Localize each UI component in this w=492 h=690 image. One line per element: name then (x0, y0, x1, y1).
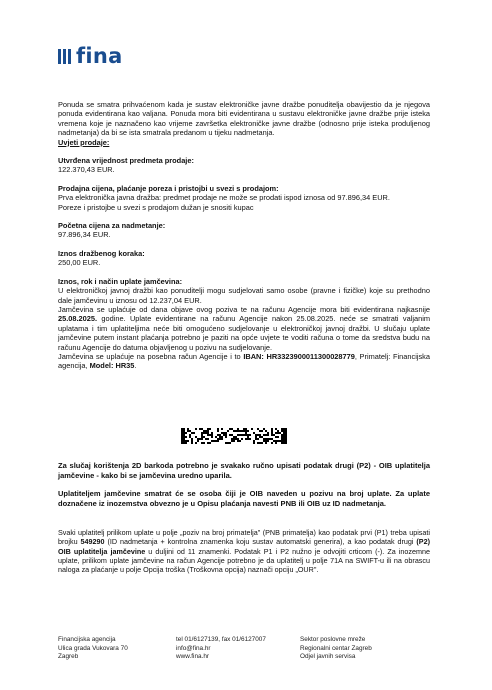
footer-dept: Odjel javnih servisa (300, 653, 356, 661)
value-section (58, 156, 430, 175)
footer-phone: tel 01/6127139, fax 01/6127007 (176, 636, 266, 643)
increment-text: 250,00 EUR. (58, 258, 101, 268)
deposit-iban-paragraph (58, 352, 430, 371)
value-label: Utvrđena vrijednost predmeta prodaje: (58, 156, 194, 166)
fina-logo (58, 44, 123, 68)
start-price-label: Početna cijena za nadmetanje: (58, 221, 166, 231)
instructions-text-c: u duljini od 11 znamenki. Podatak P1 i P2 nužno je odvojiti crticom (-). Za inozemne uplate, prilikom uplate jamčevine na račun Agencije potrebno je da uplatitelj u polje 71A na SWIFT-u ili na obrascu naloga za plaćanje u polje Opcija troška (Troškovna opcija) naznači opciju „OUR". (58, 546, 430, 575)
barcode-note: Za slučaj korištenja 2D barkoda potrebno je svakako ručno upisati podatak drugi (P2) - OIB uplatitelja jamčevine - kako bi se jamčevina uredno uparila. (58, 461, 430, 480)
deposit-text: U elektroničkoj javnoj dražbi kao ponuditelji mogu sudjelovati samo osobe (pravne i fizičke) koje su prethodno dale jamčevinu u iznosu od 12.237,04 EUR. (58, 286, 430, 305)
deposit-section (58, 277, 430, 371)
deposit-label: Iznos, rok i način uplate jamčevina: (58, 276, 183, 286)
price-tax-label: Prodajna cijena, plaćanje poreza i pristojbi u svezi s prodajom: (58, 183, 279, 193)
start-price-section (58, 221, 430, 240)
footer-org: Financijska agencija (58, 636, 116, 643)
deposit-deadline-text-a: Jamčevina se uplaćuje od dana objave ovog poziva te na računu Agencije mora biti evidentirana najkasnije (58, 304, 430, 314)
instructions-text-b: (ID nadmetanja + kontrolna znamenka koju sustav automatski generira), a kao podatak drugi (104, 537, 417, 547)
footer-center: Regionalni centar Zagreb (300, 644, 372, 652)
intro-paragraph: Ponuda se smatra prihvaćenom kada je sustav elektroničke javne dražbe ponuditelja obavijestio da je njegova ponuda evidentirana kao valjana. Ponuda mora biti evidentirana u sustavu elektroničke javne dražbe prije isteka vremena koje je naznačeno kao vrijeme završetka elektroničke javne dražbe (odnosno prije isteka produljenog nadmetanja) da bi se ista smatrala predanom u tijeku nadmetanja. (58, 100, 430, 138)
2d-barcode-icon (181, 428, 287, 444)
instructions-p2: (P2) OIB uplatitelja jamčevine (58, 537, 430, 556)
deposit-iban-text-c: . (134, 361, 137, 371)
increment-label: Iznos dražbenog koraka: (58, 248, 145, 258)
fina-logo-bars-icon (58, 49, 71, 64)
footer-email-link[interactable]: info@fina.hr (176, 644, 211, 652)
start-price-text: 97.896,34 EUR. (58, 230, 111, 240)
footer-address (58, 636, 128, 662)
footer-street: Ulica grada Vukovara 70 (58, 644, 128, 652)
footer-city: Zagreb (58, 653, 79, 661)
deposit-iban-text-b: , Primatelj: Financijska agencija, (58, 351, 430, 371)
instructions-auction-number: 549290 (80, 537, 105, 547)
deposit-deadline-paragraph (58, 305, 430, 352)
value-text: 122.370,43 EUR. (58, 165, 115, 175)
fina-logo-text: fina (76, 44, 123, 68)
price-tax-line1: Prva elektronička javna dražba: predmet prodaje ne može se prodati ispod iznosa od 97.896,34 EUR. (58, 193, 390, 203)
deposit-deadline-text-b: godine. Uplate evidentirane na računu Agencije nakon 25.08.2025. neće se smatrati valjanim uplatama i tim uplatiteljima neće biti omogućeno sudjelovanje u elektroničkoj javnoj dražbi. U slučaju uplate jamčevine putem instant plaćanja potrebno je paziti na opće uvjete te voditi računa o tome da sredstva budu na računu Agencije do datuma objavljenog u pozivu na sudjelovanje. (58, 314, 430, 352)
instructions-text-a: Svaki uplatitelj prilikom uplate u polje „poziv na broj primatelja" (PNB primatelja) kao podatak prvi (P1) treba upisati brojku (58, 528, 430, 547)
footer-department (300, 636, 372, 662)
document-body (58, 100, 430, 371)
price-tax-section (58, 184, 430, 212)
footer-contact (176, 636, 266, 662)
barcode-notes (58, 461, 430, 517)
deposit-deadline-date: 25.08.2025. (58, 314, 98, 324)
footer-website-link[interactable]: www.fina.hr (176, 653, 210, 661)
deposit-iban-text-a: Jamčevina se uplaćuje na posebna račun Agencije i to (58, 351, 244, 361)
footer-sector: Sektor poslovne mreže (300, 636, 366, 643)
conditions-title: Uvjeti prodaje: (58, 137, 110, 147)
price-tax-line2: Poreze i pristojbe u svezi s prodajom dužan je snositi kupac (58, 202, 254, 212)
deposit-iban: IBAN: HR3323900011300028779 (243, 351, 355, 361)
deposit-model: Model: HR35 (89, 361, 135, 371)
increment-section (58, 249, 430, 268)
payer-note: Uplatiteljem jamčevine smatrat će se osoba čiji je OIB naveden u pozivu na broj uplate. Za uplate doznačene iz inozemstva obvezno je u Opisu plaćanja navesti PNB ili OIB uz ID nadmetanja. (58, 489, 430, 508)
payment-instructions (58, 528, 430, 574)
